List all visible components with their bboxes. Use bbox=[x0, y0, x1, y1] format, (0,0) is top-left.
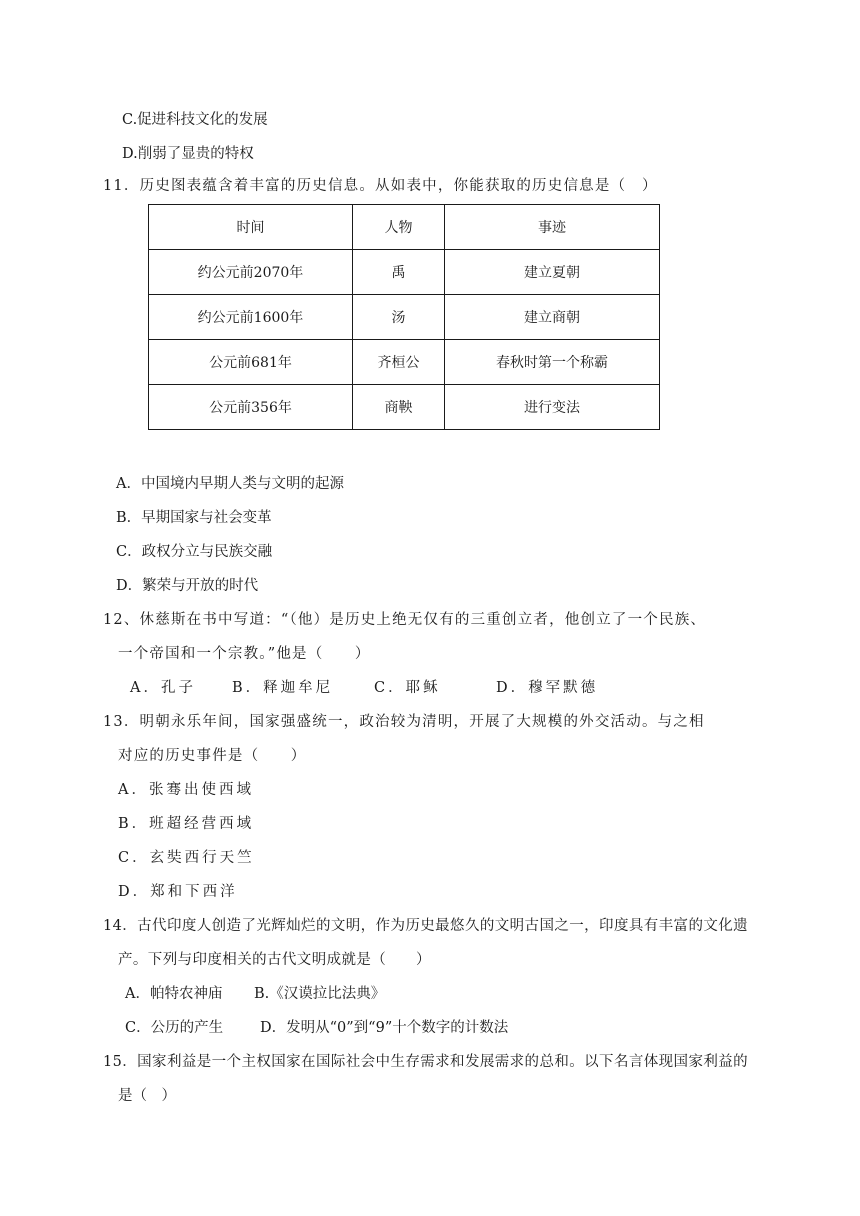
q14-stem-line2: 产。下列与印度相关的古代文明成就是（ ） bbox=[118, 952, 431, 968]
q11-stem: 11．历史图表蕴含着丰富的历史信息。从如表中，你能获取的历史信息是（ ） bbox=[103, 178, 658, 194]
q12-option-b: B．释迦牟尼 bbox=[232, 680, 334, 696]
q14-option-a: A．帕特农神庙 bbox=[125, 986, 223, 1002]
table-cell: 公元前356年 bbox=[149, 385, 353, 430]
q14-option-d: D．发明从“0”到“9”十个数字的计数法 bbox=[260, 1020, 509, 1036]
table-row bbox=[149, 295, 660, 340]
table-row bbox=[149, 250, 660, 295]
table-cell: 建立夏朝 bbox=[445, 250, 660, 295]
q10-option-c: C.促进科技文化的发展 bbox=[122, 112, 268, 128]
q12-stem-line2: 一个帝国和一个宗教。”他是（ ） bbox=[118, 646, 371, 662]
table-header-time: 时间 bbox=[149, 205, 353, 250]
table-cell: 约公元前2070年 bbox=[149, 250, 353, 295]
q13-stem-line2: 对应的历史事件是（ ） bbox=[118, 748, 307, 764]
table-header-deed: 事迹 bbox=[445, 205, 660, 250]
table-cell: 春秋时第一个称霸 bbox=[445, 340, 660, 385]
q10-option-d: D.削弱了显贵的特权 bbox=[122, 146, 254, 162]
q11-option-c: C．政权分立与民族交融 bbox=[116, 544, 273, 560]
q14-stem-line1: 14．古代印度人创造了光辉灿烂的文明，作为历史最悠久的文明古国之一，印度具有丰富的文化遗 bbox=[103, 918, 749, 934]
q12-option-d: D．穆罕默德 bbox=[496, 680, 599, 696]
q11-option-a: A．中国境内早期人类与文明的起源 bbox=[116, 476, 344, 492]
table-cell: 禹 bbox=[353, 250, 445, 295]
q12-stem-line1: 12、休慈斯在书中写道：“（他）是历史上绝无仅有的三重创立者，他创立了一个民族、 bbox=[103, 612, 707, 628]
table-cell: 齐桓公 bbox=[353, 340, 445, 385]
q11-option-b: B．早期国家与社会变革 bbox=[116, 510, 272, 526]
q13-option-b: B．班超经营西域 bbox=[118, 816, 255, 832]
table-cell: 汤 bbox=[353, 295, 445, 340]
q11-history-table bbox=[148, 204, 660, 430]
q12-option-c: C．耶稣 bbox=[374, 680, 441, 696]
q13-stem-line1: 13．明朝永乐年间，国家强盛统一，政治较为清明，开展了大规模的外交活动。与之相 bbox=[103, 714, 705, 730]
q14-option-b: B.《汉谟拉比法典》 bbox=[254, 986, 386, 1002]
q14-option-c: C．公历的产生 bbox=[125, 1020, 224, 1036]
q13-option-d: D．郑和下西洋 bbox=[118, 884, 238, 900]
table-cell: 商鞅 bbox=[353, 385, 445, 430]
table-row bbox=[149, 340, 660, 385]
q12-option-a: A．孔子 bbox=[130, 680, 196, 696]
table-cell: 建立商朝 bbox=[445, 295, 660, 340]
table-cell: 进行变法 bbox=[445, 385, 660, 430]
table-cell: 约公元前1600年 bbox=[149, 295, 353, 340]
q15-stem-line2: 是（ ） bbox=[118, 1088, 176, 1104]
q13-option-a: A．张骞出使西域 bbox=[118, 782, 254, 798]
q13-option-c: C．玄奘西行天竺 bbox=[118, 850, 255, 866]
table-header-person: 人物 bbox=[353, 205, 445, 250]
table-cell: 公元前681年 bbox=[149, 340, 353, 385]
table-header-row bbox=[149, 205, 660, 250]
q11-option-d: D．繁荣与开放的时代 bbox=[116, 578, 259, 594]
q15-stem-line1: 15．国家利益是一个主权国家在国际社会中生存需求和发展需求的总和。以下名言体现国家利益的 bbox=[103, 1054, 749, 1070]
table-row bbox=[149, 385, 660, 430]
